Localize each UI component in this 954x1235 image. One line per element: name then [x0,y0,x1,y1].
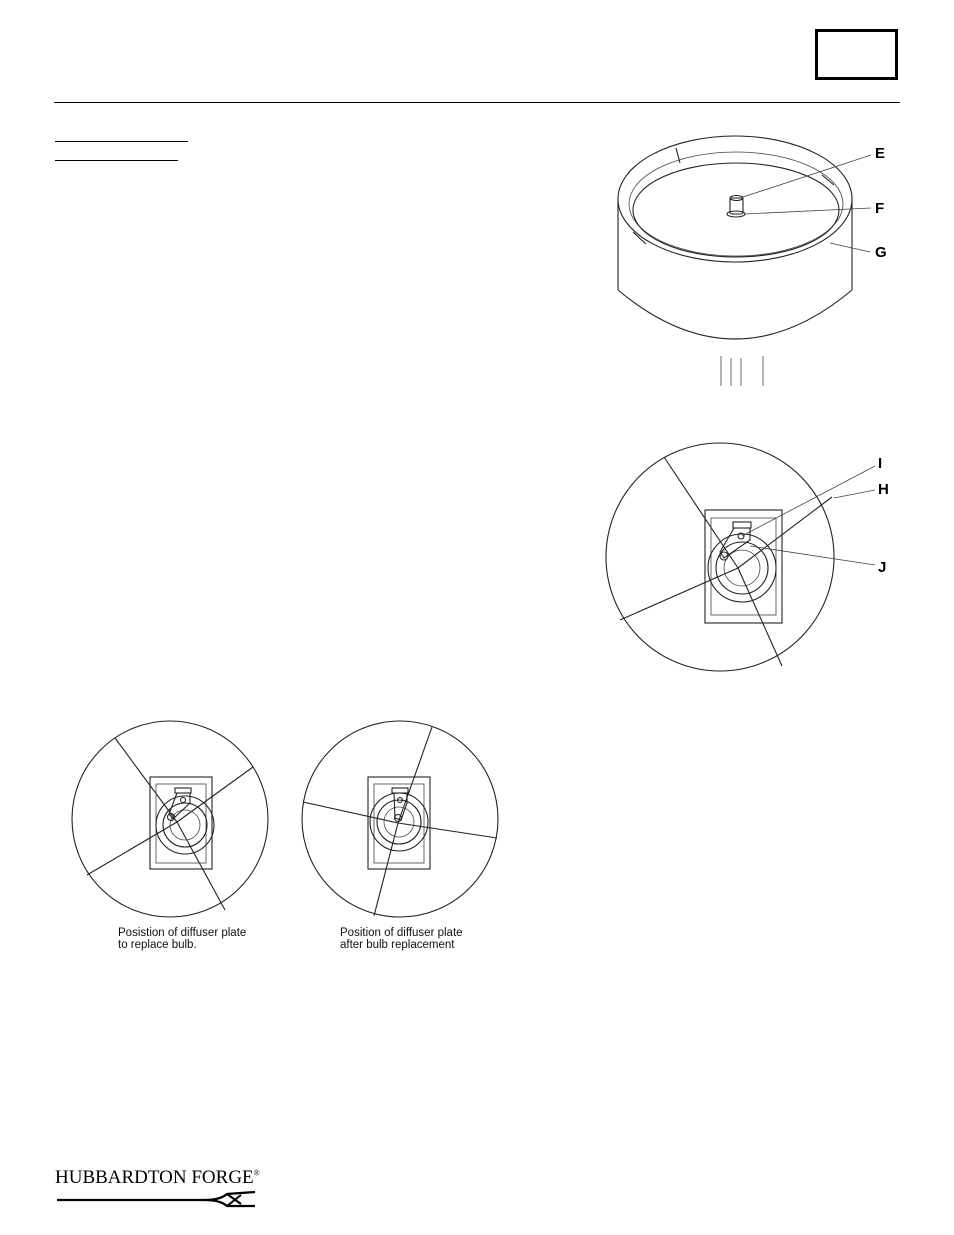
label-h: H [878,481,889,498]
caption-after-replacement [340,927,510,951]
caption-replace-bulb [118,927,288,951]
tongs-icon [55,1191,265,1207]
company-logo [55,1167,265,1209]
caption-after-replacement-line1: Position of diffuser plate [340,927,463,939]
header-rule [54,102,900,103]
shade-top-view-figure [600,440,900,680]
logo-wordmark: HUBBARDTON FORGE [55,1167,254,1188]
caption-replace-bulb-line1: Posistion of diffuser plate [118,927,247,939]
caption-replace-bulb-line2: to replace bulb. [118,939,197,951]
diffuser-after-replacement-figure [295,710,505,925]
diffuser-replace-bulb-figure [65,710,275,925]
label-e: E [875,145,886,162]
label-j: J [878,559,887,576]
shade-perspective-figure [600,130,900,390]
label-f: F [875,200,885,217]
subheading-underline [55,160,178,161]
heading-underline [55,141,188,142]
caption-after-replacement-line2: after bulb replacement [340,939,455,951]
label-g: G [875,244,887,261]
logo-registered-mark: ® [253,1168,260,1178]
label-i: I [878,455,883,472]
page-number-box [815,29,898,80]
